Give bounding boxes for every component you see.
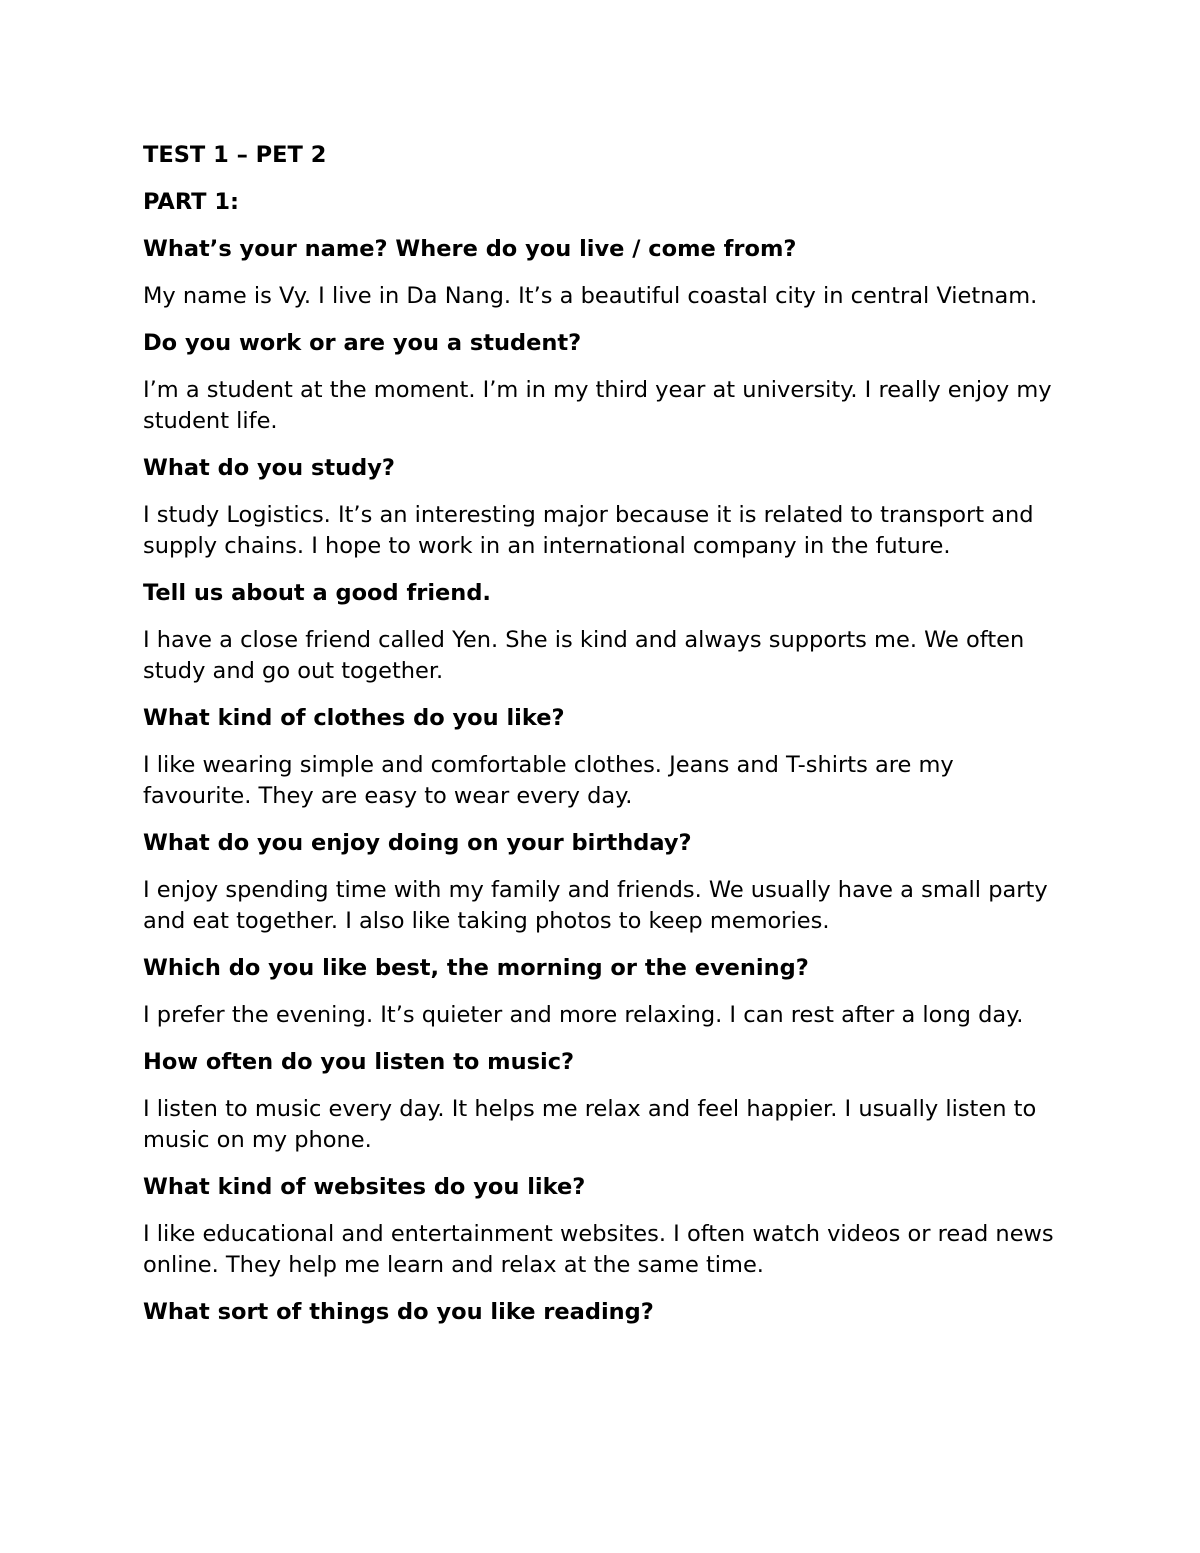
question: Do you work or are you a student? (143, 330, 582, 356)
question: What kind of websites do you like? (143, 1174, 586, 1200)
document-title: TEST 1 – PET 2 (143, 142, 327, 168)
qa-item (143, 328, 1063, 437)
qa-item (143, 578, 1063, 687)
answer: My name is Vy. I live in Da Nang. It’s a beautiful coastal city in central Vietnam. (143, 283, 1038, 309)
document-page (143, 140, 1063, 1344)
answer: I like wearing simple and comfortable clothes. Jeans and T-shirts are my favourite. They are easy to wear every day. (143, 752, 954, 809)
question: What sort of things do you like reading? (143, 1299, 654, 1325)
question: Which do you like best, the morning or the evening? (143, 955, 809, 981)
question: What kind of clothes do you like? (143, 705, 565, 731)
part-heading: PART 1: (143, 189, 239, 215)
answer: I listen to music every day. It helps me relax and feel happier. I usually listen to music on my phone. (143, 1096, 1037, 1153)
answer: I prefer the evening. It’s quieter and more relaxing. I can rest after a long day. (143, 1002, 1024, 1028)
question: Tell us about a good friend. (143, 580, 491, 606)
answer: I have a close friend called Yen. She is kind and always supports me. We often study and go out together. (143, 627, 1025, 684)
answer: I’m a student at the moment. I’m in my third year at university. I really enjoy my student life. (143, 377, 1052, 434)
qa-item (143, 1297, 1063, 1328)
qa-item (143, 1172, 1063, 1281)
answer: I enjoy spending time with my family and friends. We usually have a small party and eat together. I also like taking photos to keep memories. (143, 877, 1048, 934)
question: What do you study? (143, 455, 395, 481)
answer: I like educational and entertainment websites. I often watch videos or read news online. They help me learn and relax at the same time. (143, 1221, 1054, 1278)
qa-item (143, 1047, 1063, 1156)
question: How often do you listen to music? (143, 1049, 575, 1075)
qa-item (143, 234, 1063, 312)
qa-item (143, 828, 1063, 937)
qa-item (143, 453, 1063, 562)
qa-item (143, 953, 1063, 1031)
answer: I study Logistics. It’s an interesting major because it is related to transport and supply chains. I hope to work in an international company in the future. (143, 502, 1034, 559)
question: What’s your name? Where do you live / come from? (143, 236, 797, 262)
qa-item (143, 703, 1063, 812)
question: What do you enjoy doing on your birthday? (143, 830, 692, 856)
